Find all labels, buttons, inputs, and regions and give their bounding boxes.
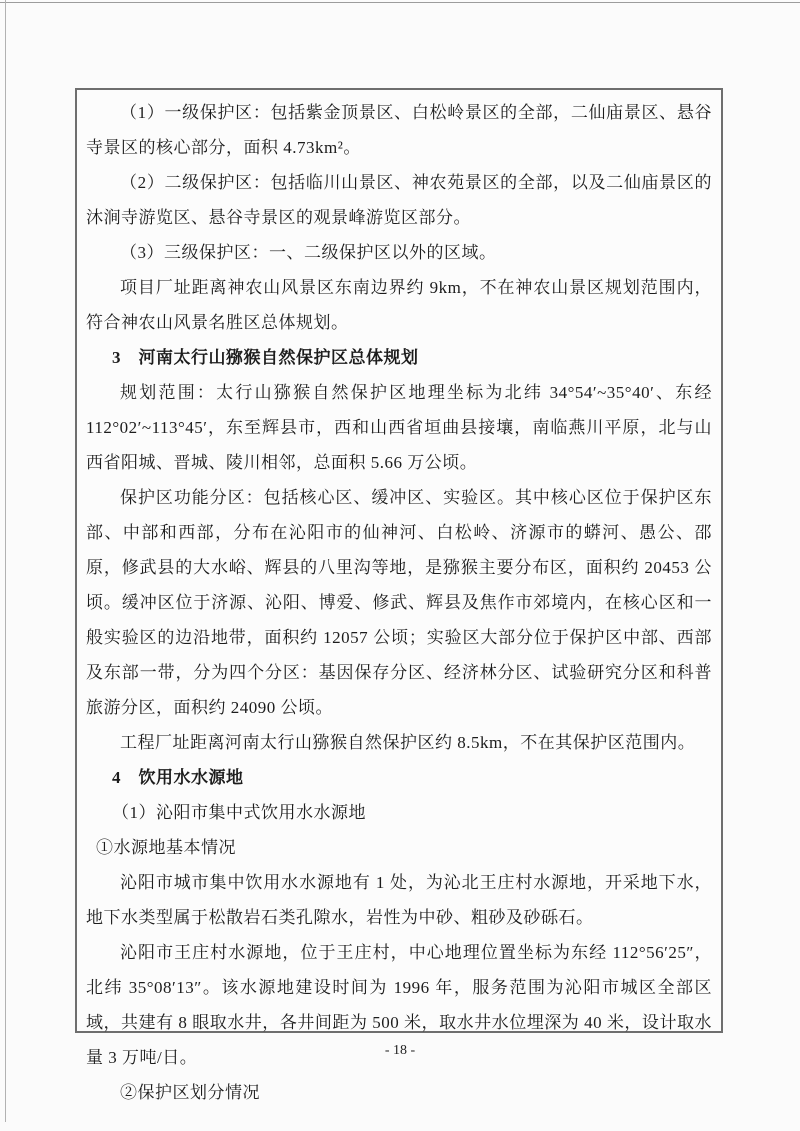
para-protection-zone-division-title: ②保护区划分情况	[120, 1083, 260, 1102]
heading-section-4-drinking-water: 4 饮用水水源地	[112, 768, 244, 787]
para-site-distance-macaque-reserve: 工程厂址距离河南太行山猕猴自然保护区约 8.5km，不在其保护区范围内。	[120, 733, 696, 752]
para-planning-scope: 规划范围：太行山猕猴自然保护区地理坐标为北纬 34°54′~35°40′、东经 112°02′~113°45′，东至辉县市，西和山西省垣曲县接壤，南临燕川平原，北与山西省阳城、晋城、陵川相邻，总面积 5.66 万公顷。	[86, 383, 712, 472]
para-water-source-overview: 沁阳市城市集中饮用水水源地有 1 处，为沁北王庄村水源地，开采地下水，地下水类型属于松散岩石类孔隙水，岩性为中砂、粗砂及砂砾石。	[86, 873, 712, 927]
page-top-edge-line	[0, 2, 800, 3]
para-level1-protection-zone: （1）一级保护区：包括紫金顶景区、白松岭景区的全部，二仙庙景区、悬谷寺景区的核心部分，面积 4.73km²。	[86, 103, 712, 157]
para-water-source-basic-info-title: ①水源地基本情况	[96, 838, 236, 857]
para-level3-protection-zone: （3）三级保护区：一、二级保护区以外的区域。	[120, 243, 497, 262]
para-functional-zoning: 保护区功能分区：包括核心区、缓冲区、实验区。其中核心区位于保护区东部、中部和西部，分布在沁阳市的仙神河、白松岭、济源市的蟒河、愚公、邵原，修武县的大水峪、辉县的八里沟等地，是猕猴主要分布区，面积约 20453 公顷。缓冲区位于济源、沁阳、博爱、修武、辉县及焦作市郊境内，在核心区和一般实验区的边沿地带，面积约 12057 公顷；实验区大部分位于保护区中部、西部及东部一带，分为四个分区：基因保存分区、经济林分区、试验研究分区和科普旅游分区，面积约 24090 公顷。	[86, 488, 712, 717]
para-level2-protection-zone: （2）二级保护区：包括临川山景区、神农苑景区的全部，以及二仙庙景区的沐涧寺游览区、悬谷寺景区的观景峰游览区部分。	[86, 173, 712, 227]
para-site-distance-shennongshan: 项目厂址距离神农山风景区东南边界约 9km，不在神农山景区规划范围内，符合神农山风景名胜区总体规划。	[86, 278, 712, 332]
page-number: - 18 -	[384, 1043, 416, 1058]
para-qinyang-water-source-title: （1）沁阳市集中式饮用水水源地	[112, 803, 366, 822]
para-wangzhuang-source-details: 沁阳市王庄村水源地，位于王庄村，中心地理位置坐标为东经 112°56′25″，北纬 35°08′13″。该水源地建设时间为 1996 年，服务范围为沁阳市城区全部区域，共建有 8 眼取水井，各井间距为 500 米，取水井水位埋深为 40 米，设计取水量 3 万吨/日。	[86, 943, 712, 1067]
heading-section-3-macaque-reserve: 3 河南太行山猕猴自然保护区总体规划	[112, 348, 419, 367]
page-left-edge-line	[5, 0, 6, 1122]
